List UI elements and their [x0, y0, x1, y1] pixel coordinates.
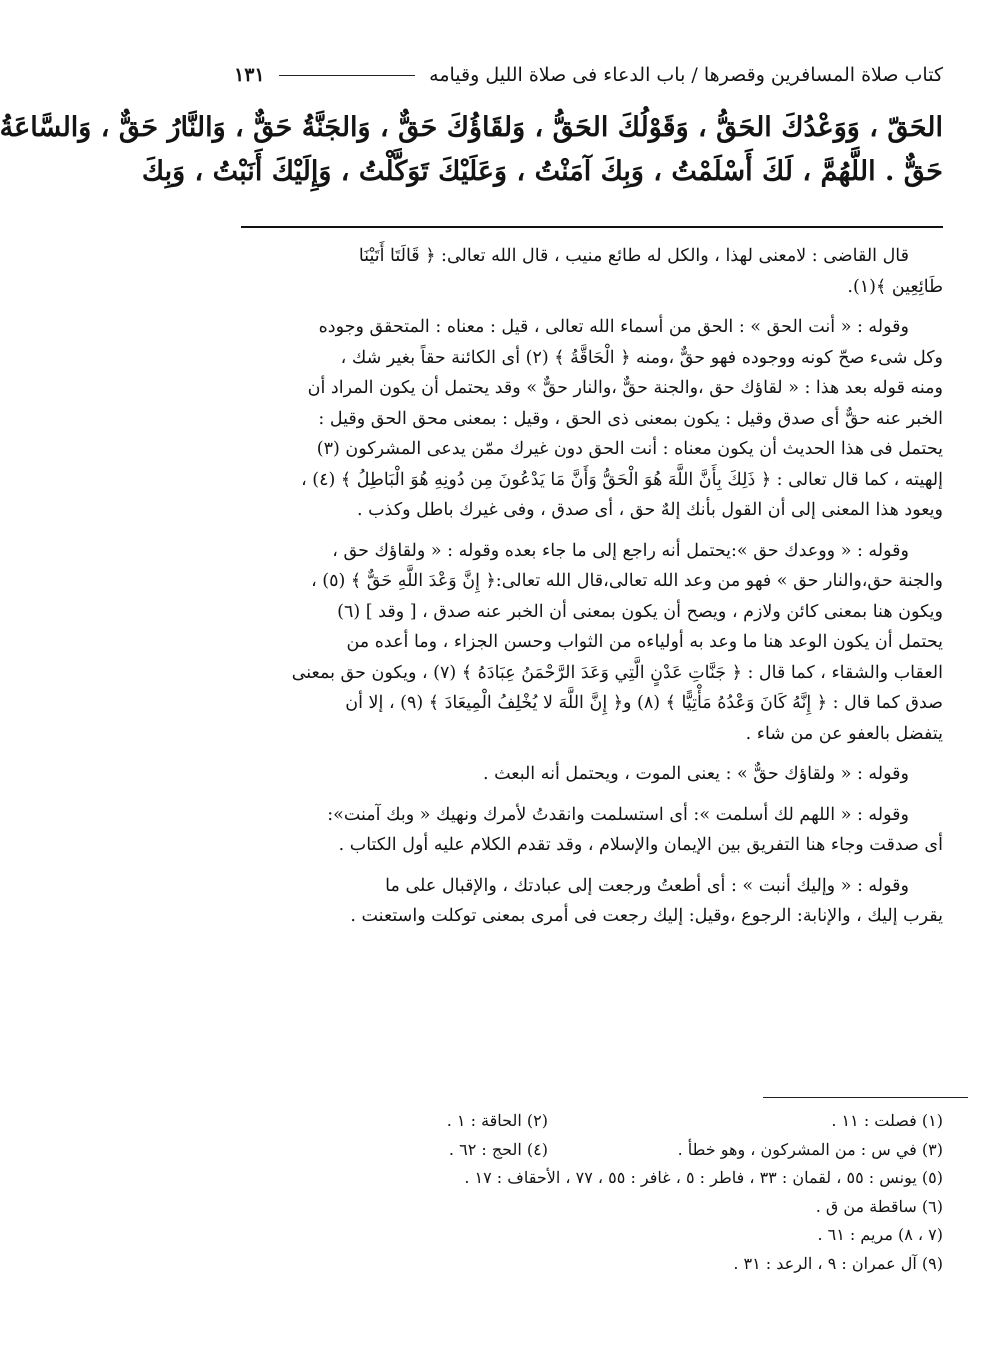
footnote: (٦) ساقطة من ق . [815, 1196, 943, 1216]
footnote: (٧ ، ٨) مريم : ٦١ . [817, 1225, 943, 1244]
commentary-line: يقرب إليك ، والإنابة: الرجوع ،وقيل: إليك رجعت فى أمرى بمعنى توكلت واستعنت . [350, 906, 943, 926]
commentary-line: العقاب والشقاء ، كما قال : ﴿ جَنَّاتِ عَدْنٍ الَّتِي وَعَدَ الرَّحْمَنُ عِبَادَهُ ﴾ (٧) ، ويكون حق بمعنى [291, 662, 943, 683]
commentary-paragraph [232, 800, 943, 861]
hadith-text [0, 106, 943, 194]
footnote: (٥) يونس : ٥٥ ، لقمان : ٣٣ ، فاطر : ٥ ، غافر : ٥٥ ، ٧٧ ، الأحقاف : ١٧ . [464, 1168, 943, 1187]
footnote: (٤) الحج : ٦٢ . [448, 1139, 548, 1159]
commentary-line: يتفضل بالعفو عن من شاء . [745, 723, 943, 744]
commentary-line: إلهيته ، كما قال تعالى : ﴿ ذَلِكَ بِأَنَّ اللَّهَ هُوَ الْحَقُّ وَأَنَّ مَا يَدْعُونَ مِن دُونِهِ هُوَ الْبَاطِلُ ﴾ (٤) ، [301, 469, 943, 490]
commentary-line: ومنه قوله بعد هذا : « لقاؤك حق ،والجنة حقٌّ ،والنار حقٌّ » وقد يحتمل أن يكون المراد أن [307, 378, 943, 398]
commentary-line: صدق كما قال : ﴿ إِنَّهُ كَانَ وَعْدُهُ مَأْتِيًّا ﴾ (٨) و﴿ إِنَّ اللَّهَ لا يُخْلِفُ الْمِيعَادَ ﴾ (٩) ، إلا أن [345, 693, 943, 713]
commentary-paragraph [232, 312, 943, 526]
hadith-line: حَقٌّ . اللَّهُمَّ ، لَكَ أَسْلَمْتُ ، وَبِكَ آمَنْتُ ، وَعَلَيْكَ تَوَكَّلْتُ ، وَإِلَيْكَ أَنَبْتُ ، وَبِكَ [141, 156, 943, 187]
footnote: (١) فصلت : ١١ . [831, 1111, 943, 1130]
footnote: (٢) الحاقة : ١ . [446, 1111, 548, 1130]
section-divider [241, 226, 943, 228]
hadith-line: الحَقّ ، وَوَعْدُكَ الحَقُّ ، وَقَوْلُكَ الحَقُّ ، وَلقَاؤُكَ حَقٌّ ، وَالجَنَّةُ حَقٌّ ، وَالنَّارُ حَقٌّ ، وَالسَّاعَةُ [0, 112, 943, 143]
running-head [234, 60, 943, 90]
commentary-paragraph [232, 536, 943, 750]
commentary-line: ويكون هنا بمعنى كائن ولازم ، ويصح أن يكون بمعنى أن الخبر عنه صدق ، [ وقد ] (٦) [337, 601, 943, 622]
footnote-row [232, 1107, 943, 1136]
footnote: (٣) في س : من المشركون ، وهو خطأ . [677, 1139, 943, 1159]
commentary-line: وكل شىء صحّ كونه ووجوده فهو حقٌّ ،ومنه ﴿ الْحَاقَّةُ ﴾ (٢) أى الكائنة حقاً بغير شك ، [340, 347, 943, 368]
commentary-line: قال القاضى : لامعنى لهذا ، والكل له طائع منيب ، قال الله تعالى: ﴿ قَالَتَا أَتَيْنَا [358, 246, 909, 266]
commentary-line: الخبر عنه حقٌّ أى صدق وقيل : يكون بمعنى ذى الحق ، وقيل : بمعنى محق الحق وقيل : [318, 408, 943, 429]
commentary-line: وقوله : « أنت الحق » : الحق من أسماء الله تعالى ، قيل : معناه : المتحقق وجوده [318, 317, 909, 337]
footnote-row [232, 1164, 943, 1193]
running-head-rule [279, 75, 416, 76]
footnote-row [232, 1193, 943, 1222]
commentary-line: يحتمل فى هذا الحديث أن يكون معناه : أنت الحق دون غيرك ممّن يدعى المشركون (٣) [316, 439, 943, 459]
commentary-line: يحتمل أن يكون الوعد هنا ما وعد به أولياءه من الثواب وحسن الجزاء ، وما أعده من [346, 632, 943, 652]
commentary-paragraph [232, 871, 943, 932]
commentary-paragraph [232, 241, 943, 302]
footnote-row [232, 1250, 943, 1279]
commentary-line: وقوله : « ولقاؤك حقٌّ » : يعنى الموت ، ويحتمل أنه البعث . [482, 764, 909, 784]
commentary-line: وقوله : « ووعدك حق »:يحتمل أنه راجع إلى ما جاء بعده وقوله : « ولقاؤك حق ، [332, 540, 909, 561]
page-number: ١٣١ [234, 64, 265, 86]
footnote-row [232, 1221, 943, 1250]
commentary-line: ويعود هذا المعنى إلى أن القول بأنك إلهٌ حق ، أى صدق ، وفى غيرك باطل وكذب . [357, 500, 943, 520]
commentary [232, 241, 943, 942]
commentary-line: والجنة حق،والنار حق » فهو من وعد الله تعالى،قال الله تعالى:﴿ إِنَّ وَعْدَ اللَّهِ حَقٌّ ﴾ (٥) ، [311, 571, 943, 591]
footnote: (٩) آل عمران : ٩ ، الرعد : ٣١ . [733, 1253, 943, 1273]
commentary-line: وقوله : « اللهم لك أسلمت »: أى استسلمت وانقدتُ لأمرك ونهيك « وبك آمنت»: [327, 804, 909, 825]
commentary-line: طَائِعِين ﴾(١). [847, 276, 943, 297]
commentary-line: أى صدقت وجاء هنا التفريق بين الإيمان والإسلام ، وقد تقدم الكلام عليه أول الكتاب . [338, 835, 943, 855]
footnote-rule [763, 1097, 968, 1098]
footnote-row [232, 1136, 943, 1165]
commentary-paragraph [232, 759, 943, 790]
commentary-line: وقوله : « وإليك أنبت » : أى أطعتُ ورجعت إلى عبادتك ، والإقبال على ما [385, 875, 909, 896]
footnotes [232, 1107, 943, 1278]
running-head-title: كتاب صلاة المسافرين وقصرها / باب الدعاء فى صلاة الليل وقيامه [429, 64, 943, 86]
